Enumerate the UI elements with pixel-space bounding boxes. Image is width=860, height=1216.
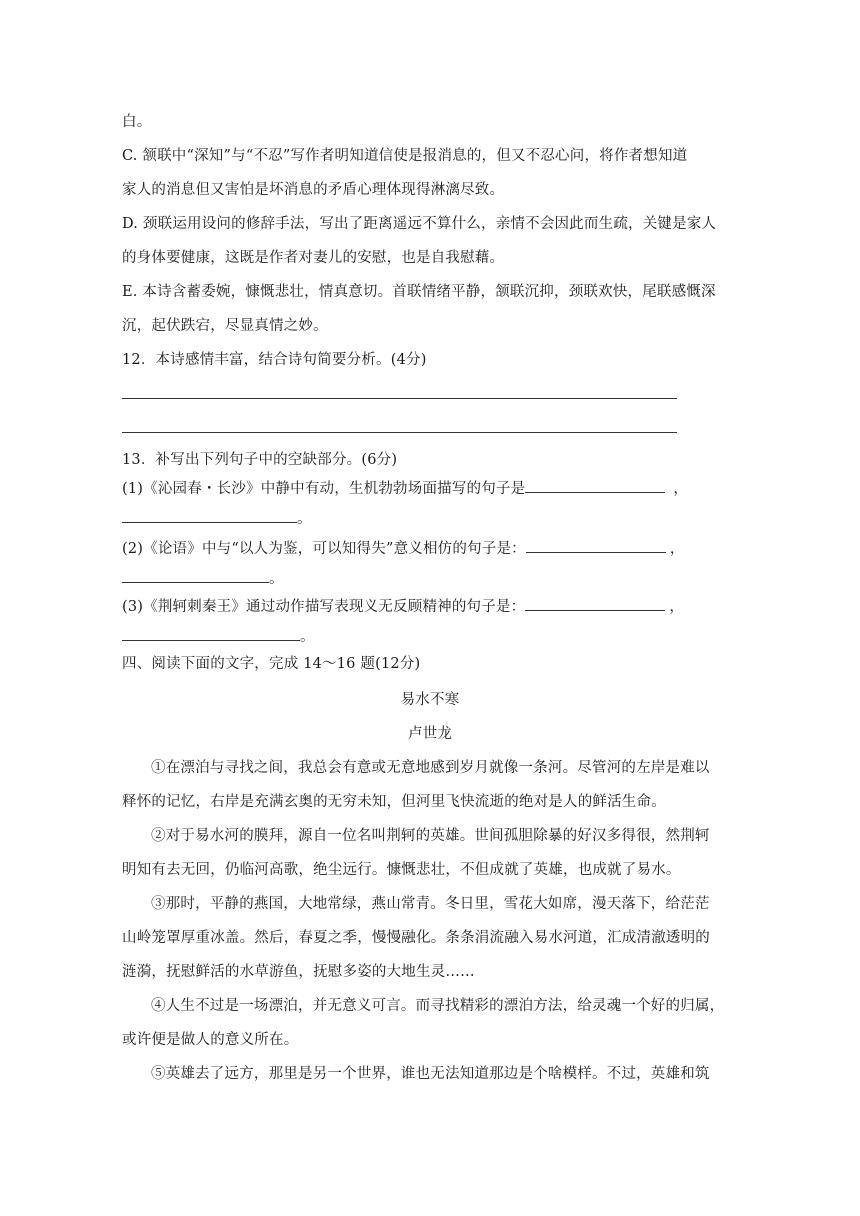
- question-13-title: 13．补写出下列句子中的空缺部分。(6分): [122, 452, 398, 468]
- q13-item-3-text: (3)《荆轲刺秦王》通过动作描写表现义无反顾精神的句子是：: [122, 599, 526, 615]
- comma: ，: [673, 481, 689, 497]
- option-d-line2: 的身体要健康，这既是作者对妻儿的安慰，也是自我慰藉。: [122, 250, 505, 266]
- paragraph-2-line1: ②对于易水河的膜拜，源自一位名叫荆轲的英雄。世间孤胆除暴的好汉多得很，然荆轲: [151, 828, 710, 844]
- article-title: 易水不寒: [400, 692, 460, 708]
- period: 。: [297, 511, 312, 527]
- question-12: 12．本诗感情丰富，结合诗句简要分析。(4分): [122, 352, 427, 368]
- q13-item-2-cont: [122, 568, 284, 589]
- paragraph-4-line1: ④人生不过是一场漂泊，并无意义可言。而寻找精彩的漂泊方法，给灵魂一个好的归属，: [151, 998, 725, 1014]
- period: 。: [269, 571, 284, 587]
- article-author: 卢世龙: [407, 726, 453, 742]
- paragraph-1-line1: ①在漂泊与寻找之间，我总会有意或无意地感到岁月就像一条河。尽管河的左岸是难以: [151, 760, 710, 776]
- option-e-line1: E. 本诗含蓄委婉，慷慨悲壮，情真意切。首联情绪平静，颔联沉抑，颈联欢快，尾联感慨深: [122, 284, 716, 300]
- q13-item-1-blank-a[interactable]: [525, 478, 665, 493]
- q13-item-3-blank-a[interactable]: [525, 596, 665, 611]
- paragraph-4-line2: 或许便是做人的意义所在。: [122, 1032, 299, 1048]
- section-4-heading: 四、阅读下面的文字，完成 14～16 题(12分): [122, 656, 421, 672]
- option-b-tail: 白。: [122, 114, 152, 130]
- paragraph-3-line1: ③那时，平静的燕国，大地常绿，燕山常青。冬日里，雪花大如席，漫天落下，给茫茫: [151, 896, 710, 912]
- paragraph-3-line3: 涟漪，抚慰鲜活的水草游鱼，抚慰多姿的大地生灵……: [122, 964, 475, 980]
- option-e-line2: 沉，起伏跌宕，尽显真情之妙。: [122, 318, 328, 334]
- q13-item-1-text: (1)《沁园春・长沙》中静中有动，生机勃勃场面描写的句子是: [122, 481, 526, 497]
- q13-item-1-cont: [122, 508, 312, 529]
- q13-item-1-blank-b[interactable]: [122, 508, 297, 523]
- q13-item-1: [122, 478, 688, 499]
- period: 。: [300, 629, 315, 645]
- q13-item-3-blank-b[interactable]: [122, 626, 300, 641]
- answer-line-2[interactable]: [122, 432, 677, 433]
- option-c-line1: C. 颔联中“深知”与“不忍”写作者明知道信使是报消息的，但又不忍心问，将作者想知道: [122, 148, 688, 164]
- q13-item-3: [122, 596, 684, 617]
- answer-line-1[interactable]: [122, 398, 677, 399]
- option-d-line1: D. 颈联运用设问的修辞手法，写出了距离遥远不算什么，亲情不会因此而生疏，关键是家人: [122, 216, 717, 232]
- q13-item-2-text: (2)《论语》中与“以人为鉴，可以知得失”意义相仿的句子是：: [122, 541, 526, 557]
- paragraph-5-line1: ⑤英雄去了远方，那里是另一个世界，谁也无法知道那边是个啥模样。不过，英雄和筑: [151, 1066, 710, 1082]
- paragraph-2-line2: 明知有去无回，仍临河高歌，绝尘远行。慷慨悲壮，不但成就了英雄，也成就了易水。: [122, 862, 681, 878]
- paragraph-1-line2: 释怀的记忆，右岸是充满玄奥的无穷未知，但河里飞快流逝的绝对是人的鲜活生命。: [122, 794, 666, 810]
- q13-item-3-cont: [122, 626, 315, 647]
- comma: ，: [669, 599, 685, 615]
- q13-item-2-blank-b[interactable]: [122, 568, 269, 583]
- q13-item-2-blank-a[interactable]: [526, 538, 666, 553]
- comma: ，: [669, 541, 685, 557]
- paragraph-3-line2: 山岭笼罩厚重冰盖。然后，春夏之季，慢慢融化。条条涓流融入易水河道，汇成清澈透明的: [122, 930, 710, 946]
- q13-item-2: [122, 538, 685, 559]
- option-c-line2: 家人的消息但又害怕是坏消息的矛盾心理体现得淋漓尽致。: [122, 182, 505, 198]
